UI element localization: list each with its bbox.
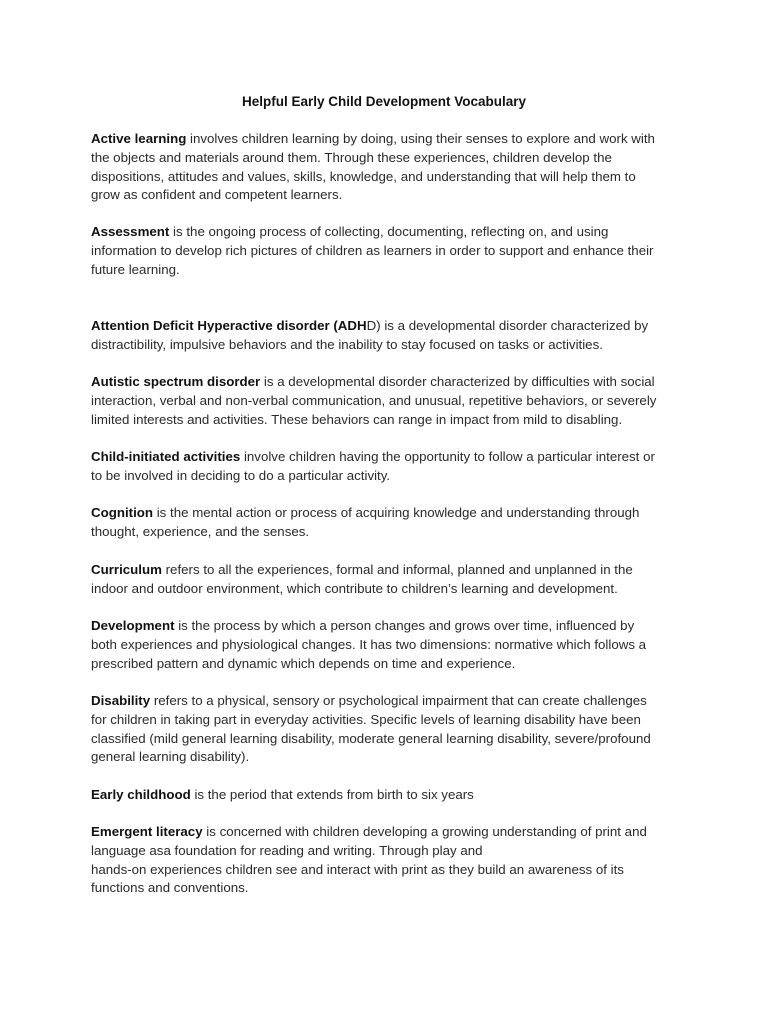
vocab-definition: is the process by which a person changes and grows over time, influenced by [174,618,635,633]
vocab-definition: involve children having the opportunity to follow a particular interest or [240,449,655,464]
entry-line [91,373,691,392]
vocab-entry-disability [91,692,691,767]
vocab-entry-early-childhood [91,786,691,805]
vocab-term: Early childhood [91,787,191,802]
entry-line: functions and conventions. [91,880,249,896]
vocab-definition: is the ongoing process of collecting, documenting, reflecting on, and using [169,224,609,239]
vocab-entry-assessment [91,223,691,279]
entry-line [91,504,691,523]
vocab-term: Curriculum [91,562,162,577]
vocab-definition: refers to a physical, sensory or psychological impairment that can create challenges [150,693,647,708]
entry-line [91,448,691,467]
vocab-definition: refers to all the experiences, formal and informal, planned and unplanned in the [161,562,633,577]
entry-line [91,223,691,242]
entry-line: to be involved in deciding to do a particular activity. [91,467,391,483]
entry-line: thought, experience, and the senses. [91,523,310,539]
vocab-entry-adhd [91,317,691,355]
vocab-definition: is a developmental disorder characterized by difficulties with social [260,374,655,389]
entry-line: prescribed pattern and dynamic which depends on time and experience. [91,655,516,671]
vocab-entry-development [91,617,691,673]
entry-line [91,617,691,636]
vocab-term: Active learning [91,131,187,146]
vocab-term: Child-initiated activities [91,449,241,464]
vocab-term: Attention Deficit Hyperactive disorder (ADH [91,318,367,333]
vocab-definition: is the period that extends from birth to six years [190,787,474,802]
entry-line [91,317,691,336]
vocab-definition: involves children learning by doing, using their senses to explore and work with [186,131,655,146]
entry-line: interaction, verbal and non-verbal communication, and unusual, repetitive behaviors, or severely [91,392,657,408]
vocab-term: Cognition [91,505,154,520]
vocab-entry-curriculum [91,561,691,599]
entry-line: both experiences and physiological changes. It has two dimensions: normative which follows a [91,636,647,652]
vocab-term: Emergent literacy [91,824,203,839]
vocab-term: Disability [91,693,151,708]
vocab-entry-active-learning [91,130,691,205]
entry-line: hands-on experiences children see and interact with print as they build an awareness of its [91,861,624,877]
entry-line: grow as confident and competent learners. [91,187,343,203]
entry-line [91,130,691,149]
entry-line: general learning disability). [91,749,250,765]
entry-line: future learning. [91,261,180,277]
vocab-definition: is concerned with children developing a growing understanding of print and [202,824,647,839]
vocab-definition: D) is a developmental disorder characterized by [366,318,649,333]
entry-line [91,786,691,805]
entry-line: dispositions, attitudes and values, skills, knowledge, and understanding that will help them to [91,168,636,184]
entry-line: limited interests and activities. These behaviors can range in impact from mild to disabling. [91,411,623,427]
vocab-entry-autistic-spectrum-disorder [91,373,691,429]
vocab-term: Autistic spectrum disorder [91,374,261,389]
entry-line: distractibility, impulsive behaviors and the inability to stay focused on tasks or activities. [91,336,603,352]
vocab-entry-cognition [91,504,691,542]
entry-line: classified (mild general learning disability, moderate general learning disability, severe/profound [91,730,651,746]
entry-line [91,561,691,580]
entry-line: language asa foundation for reading and writing. Through play and [91,842,483,858]
vocab-term: Development [91,618,175,633]
vocab-definition: is the mental action or process of acquiring knowledge and understanding through [153,505,640,520]
document-title: Helpful Early Child Development Vocabulary [241,94,527,109]
vocab-entry-child-initiated-activities [91,448,691,486]
entry-line: for children in taking part in everyday activities. Specific levels of learning disability have been [91,711,641,727]
entry-line: the objects and materials around them. Through these experiences, children develop the [91,149,612,165]
entry-line: indoor and outdoor environment, which contribute to children’s learning and development. [91,580,618,596]
entry-line [91,823,691,842]
vocab-entry-emergent-literacy [91,823,691,898]
entry-line: information to develop rich pictures of children as learners in order to support and enhance their [91,242,654,258]
entry-line [91,692,691,711]
vocab-term: Assessment [91,224,170,239]
